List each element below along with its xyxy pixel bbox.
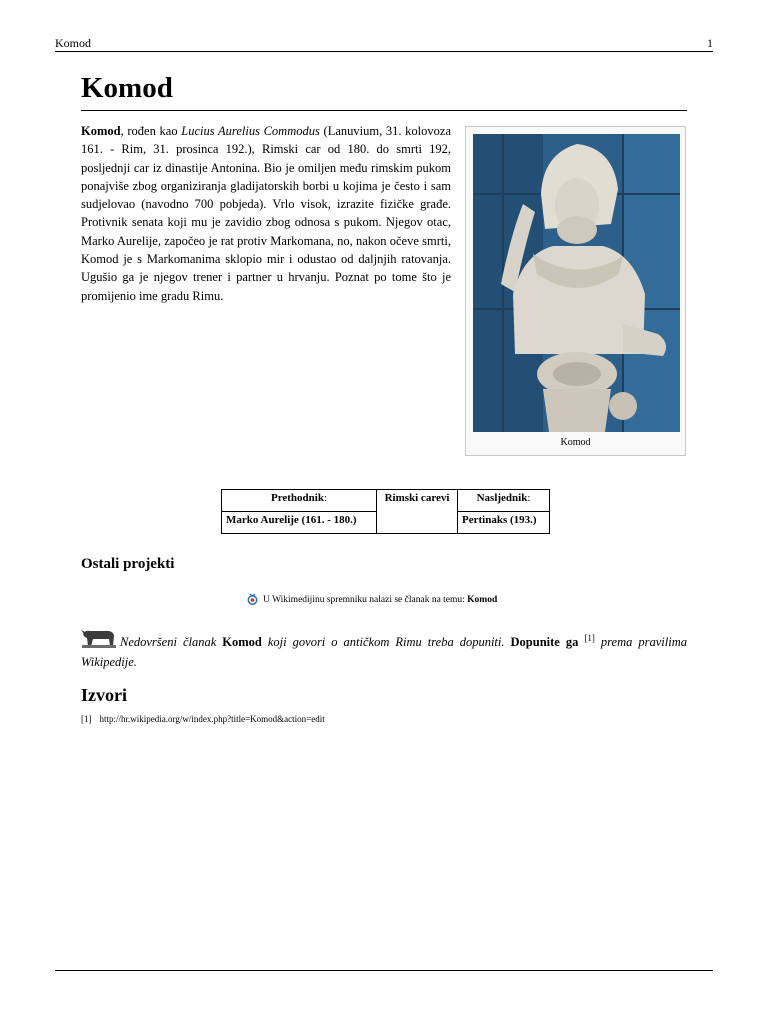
stub-bold-name: Komod xyxy=(222,635,262,649)
predecessor-label: Prethodnik xyxy=(270,492,324,504)
stub-text-1: Nedovršeni članak xyxy=(120,635,223,649)
stub-notice xyxy=(81,626,687,672)
succession-box xyxy=(221,489,550,534)
running-title: Komod xyxy=(55,36,91,50)
predecessor-cell xyxy=(222,512,377,534)
predecessor-link[interactable]: Marko Aurelije (161. - 180.) xyxy=(226,514,357,526)
running-header xyxy=(55,36,713,52)
wikimedia-commons-icon xyxy=(246,593,259,606)
other-projects-heading: Ostali projekti xyxy=(81,556,175,572)
successor-link[interactable]: Pertinaks (193.) xyxy=(462,514,537,526)
commodus-bust-photo[interactable] xyxy=(473,134,680,432)
intro-bold-name: Komod xyxy=(81,124,121,138)
predecessor-label-cell xyxy=(222,490,377,512)
image-thumbnail xyxy=(465,126,686,456)
commons-notice xyxy=(246,593,497,607)
stub-edit-link[interactable]: Dopunite ga xyxy=(510,635,579,649)
reference-number: [1] xyxy=(81,714,92,724)
intro-paragraph xyxy=(81,122,451,305)
succession-title: Rimski carevi xyxy=(384,492,450,504)
successor-colon: : xyxy=(527,492,531,504)
reference-item xyxy=(81,714,325,724)
intro-text-2: (Lanuvium, 31. kolovoza 161. - Rim, 31. prosinca 192.), Rimski car od 180. do smrti 192, posljednji car iz dinastije Antonina. Bio je omiljen među rimskim pukom ponajviše zbog organiziranja gladijatorskih borbi u kojima je često i sam sudjelovao (navodno 700 pobjeda). Vrlo visok, izrazite fizičke građe. Protivnik senata koji mu je zavidio zbog odnosa s pukom. Njegov otac, Marko Aurelije, započeo je rat protiv Markomana, no, nakon očeve smrti, Komod je s Markomanima sklopio mir i odustao od daljnjih ratovanja. Ugušio ga je njegov trener i partner u hrvanju. Poznat po tome što je promijenio ime gradu Rimu. xyxy=(81,124,451,303)
page-number: 1 xyxy=(707,36,713,50)
predecessor-colon: : xyxy=(323,492,328,504)
stub-text-3: prema pravilima Wikipedije. xyxy=(81,635,687,669)
intro-text-1: , rođen kao xyxy=(120,124,182,138)
reference-url[interactable]: http://hr.wikipedia.org/w/index.php?title=Komod&action=edit xyxy=(99,714,325,724)
title-cell xyxy=(377,490,458,534)
stub-text-2: koji govori o antičkom Rimu treba dopuniti. xyxy=(261,635,511,649)
article-title: Komod xyxy=(81,70,687,111)
sources-heading: Izvori xyxy=(81,685,127,705)
stub-ref-mark[interactable]: [1] xyxy=(584,632,595,643)
image-caption: Komod xyxy=(560,437,591,448)
footer-rule xyxy=(55,970,713,971)
capitoline-wolf-icon xyxy=(81,626,117,648)
commons-text: U Wikimedijinu spremniku nalazi se članak na temu: xyxy=(263,595,468,605)
successor-label: Nasljednik xyxy=(476,492,528,504)
successor-label-cell xyxy=(458,490,550,512)
intro-latin-name: Lucius Aurelius Commodus xyxy=(181,124,320,138)
commons-link[interactable]: Komod xyxy=(467,595,498,605)
successor-cell xyxy=(458,512,550,534)
